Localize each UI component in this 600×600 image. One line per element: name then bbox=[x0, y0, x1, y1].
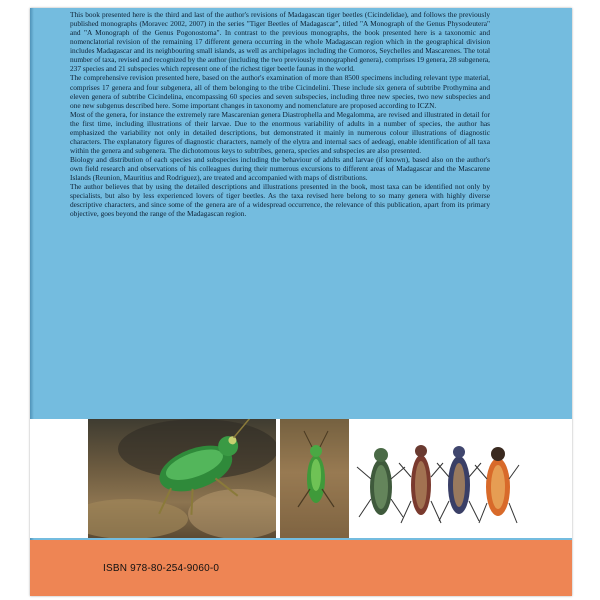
specimens-illustration bbox=[351, 419, 522, 538]
photo-pinned-specimens bbox=[351, 419, 522, 538]
isbn-text: ISBN 978-80-254-9060-0 bbox=[103, 563, 220, 574]
photo-beetle-on-soil bbox=[88, 419, 276, 538]
blurb-paragraph-1: This book presented here is the third and last of the author's revisions of Madagascan tiger beetles (Cicindelidae), and follows the previously published monographs (Moravec 2002, 2007) in the series "Tiger Beetles of Madagascar", titled "A Monograph of the Genus Physodeutera" and "A Monograph of the Genus Pogonostoma". In contrast to the previous monographs, the book presented here is a taxonomic and nomenclatorial revision of the remaining 17 different genera occurring in the whole Madagascan region which in the geographical division includes Madagascar and its neighbouring small islands, as well as archipelagos including the Comoros, Seychelles and Mascarenes. The total number of taxa, revised and recognized by the author (including the two previously monographed genera), comprises 19 genera, 28 subgenera, 237 species and 21 subspecies which represent one of the richest tiger beetle faunas in the world. bbox=[70, 10, 490, 74]
beetle-soil-illustration bbox=[88, 419, 276, 538]
photo-beetle-on-bark bbox=[280, 419, 349, 538]
blurb-paragraph-3: Most of the genera, for instance the extremely rare Mascarenian genera Diastrophella and Megalomma, are revised and illustrated in detail for the first time, including illustrations of their larvae. Due to the enormous variability of adults in a number of species, the author has emphasized the variability not only in detailed descriptions, but demonstrated it mainly in numerous colour illustrations of diagnostic characters. The explanatory figures of diagnostic characters, namely of the elytra and internal sacs of aedeagi, enable identification of all taxa within the genera and subgenera. The dichotomous keys to subtribes, genera, species and subspecies are also presented. bbox=[70, 109, 490, 155]
blurb-text bbox=[70, 10, 490, 218]
beetle-bark-illustration bbox=[280, 419, 349, 538]
blurb-paragraph-4: Biology and distribution of each species and subspecies including the behaviour of adults and larvae (if known), based also on the author's own field research and observations of his colleagues during their numerous excursions to different areas of Madagascar and the Mascarene Islands (Reunion, Mauritius and Rodriguez), are treated and accompanied with maps of distributions. bbox=[70, 155, 490, 183]
blurb-paragraph-2: The comprehensive revision presented here, based on the author's examination of more than 8500 specimens including relevant type material, comprises 17 genera and four subgenera, all of them belonging to the tribe Cicindelini. These include six genera of subtribe Prothymina and eleven genera of subtribe Cicindelina, encompassing 60 species and seven subspecies, including three new species, two new subspecies and one new subgenus described here. Some important changes in taxonomy and nomenclature are proposed according to ICZN. bbox=[70, 73, 490, 110]
photo-strip bbox=[30, 419, 572, 538]
blurb-paragraph-5: The author believes that by using the detailed descriptions and illustrations presented in the book, most taxa can be identified not only by specialists, but also by less experienced lovers of tiger beetles. As the taxa revised here belong to so many genera with highly diverse descriptive characters, and since some of the genera are of a widespread occurrence, the relevance of this publication, apart from its primary objective, goes beyond the range of the Madagascan region. bbox=[70, 182, 490, 219]
